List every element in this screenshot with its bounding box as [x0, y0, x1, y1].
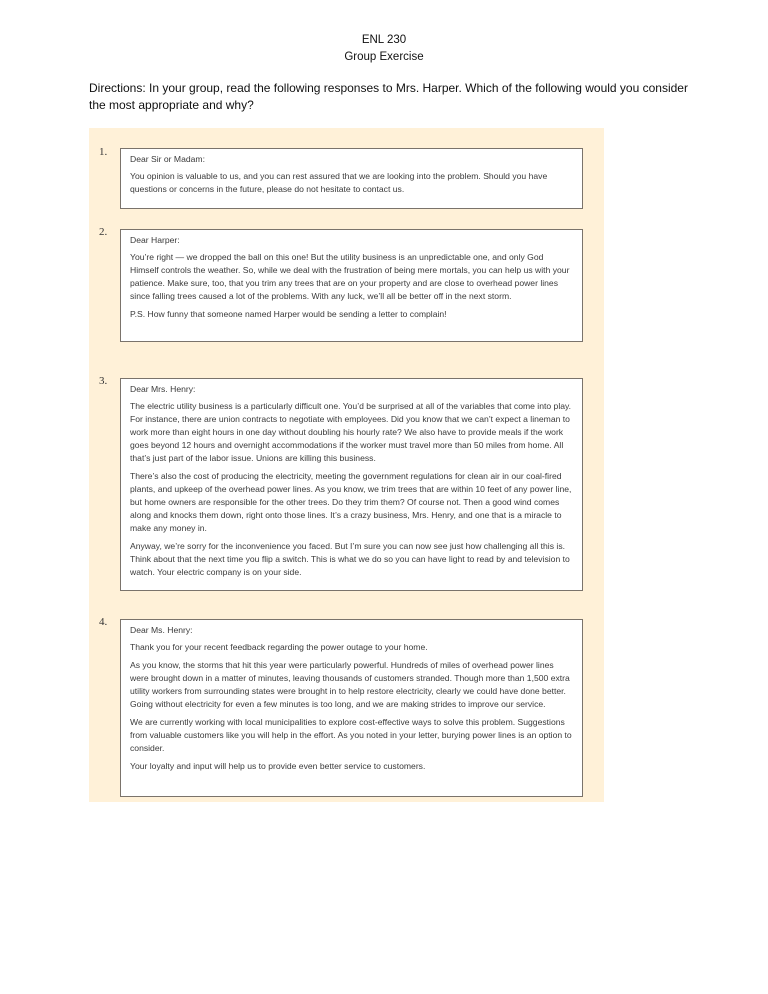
- letter-paragraph: You’re right — we dropped the ball on this one! But the utility business is an unpredictable one, and only God Himself controls the weather. So, while we deal with the frustration of being mere mortals, you can help us with your patience. Make sure, too, that you trim any trees that are on your property and are close to overhead power lines since falling trees caused a lot of the problems. With any luck, we’ll all be better off in the next storm.: [130, 252, 570, 301]
- response-number: 3.: [99, 375, 108, 387]
- letter-paragraph: There’s also the cost of producing the electricity, meeting the government regulations for clean air in our coal-fired plants, and upkeep of the overhead power lines. As you know, we trim trees that are within 10 feet of any power line, but home owners are responsible for the other trees. Do they trim them? Of course not. Then a good wind comes along and knocks them down, right onto those lines. It’s a crazy business, Mrs. Henry, and one that is a miracle to make any money in.: [130, 471, 572, 533]
- letter-paragraph: Your loyalty and input will help us to provide even better service to customers.: [130, 761, 426, 771]
- response-number: 2.: [99, 226, 108, 238]
- document-title: Group Exercise: [344, 51, 424, 63]
- response-number: 4.: [99, 616, 108, 628]
- salutation: Dear Sir or Madam:: [130, 154, 205, 164]
- directions-text: Directions: In your group, read the following responses to Mrs. Harper. Which of the following would you consider the most appropriate and why?: [89, 81, 688, 112]
- letter-paragraph: As you know, the storms that hit this year were particularly powerful. Hundreds of miles of overhead power lines were brought down in a matter of minutes, leaving thousands of customers stranded. Though more than 1,500 extra utility workers from surrounding states were brought in to help restore electricity, clearly we could have done better. Going without electricity for even a few minutes is too long, and we are making strides to improve our service.: [130, 660, 570, 709]
- letter-paragraph: P.S. How funny that someone named Harper would be sending a letter to complain!: [130, 309, 447, 319]
- response-letter-3: [120, 378, 583, 591]
- salutation: Dear Mrs. Henry:: [130, 384, 196, 394]
- salutation: Dear Harper:: [130, 235, 180, 245]
- course-code: ENL 230: [361, 34, 407, 46]
- response-number: 1.: [99, 146, 108, 158]
- response-letter-4: [120, 619, 583, 797]
- letter-paragraph: Thank you for your recent feedback regarding the power outage to your home.: [130, 642, 428, 652]
- letter-paragraph: The electric utility business is a particularly difficult one. You’d be surprised at all of the variables that come into play. For instance, there are union contracts to negotiate with employees. Did you know that we can’t expect a lineman to work more than eight hours in one day without doubling his hourly rate? We also have to provide meals if the work goes beyond 12 hours and overnight accommodations if the worker must travel more than 50 miles from home. All that’s just part of the labor issue. Unions are killing this business.: [130, 401, 572, 463]
- response-letter-1: [120, 148, 583, 209]
- response-letter-2: [120, 229, 583, 342]
- salutation: Dear Ms. Henry:: [130, 625, 193, 635]
- letter-paragraph: Anyway, we’re sorry for the inconvenience you faced. But I’m sure you can now see just how challenging all this is. Think about that the next time you flip a switch. This is what we do so you can have light to read by and television to watch. Your electric company is on your side.: [130, 541, 570, 577]
- letter-paragraph: We are currently working with local municipalities to explore cost-effective ways to solve this problem. Suggestions from valuable customers like you will help in the effort. As you noted in your letter, burying power lines is an option to consider.: [130, 717, 572, 753]
- letter-paragraph: You opinion is valuable to us, and you can rest assured that we are looking into the problem. Should you have questions or concerns in the future, please do not hesitate to contact us.: [130, 171, 548, 194]
